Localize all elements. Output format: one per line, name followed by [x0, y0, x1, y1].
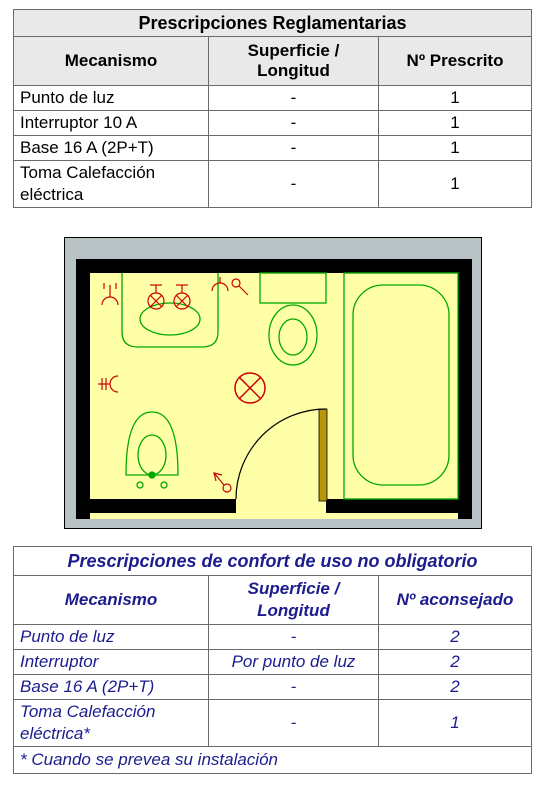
door-opening: [236, 499, 326, 513]
row-mecanismo: Punto de luz: [14, 625, 209, 650]
col-prescrito: Nº Prescrito: [379, 37, 532, 86]
row-numero: 2: [379, 650, 532, 675]
row-superficie: -: [209, 161, 379, 208]
row-mecanismo: Interruptor: [14, 650, 209, 675]
row-mecanismo: Base 16 A (2P+T): [14, 675, 209, 700]
bottom-wall-left: [76, 499, 236, 513]
row-numero: 1: [379, 86, 532, 111]
bottom-wall-right: [326, 499, 472, 513]
row-superficie: -: [209, 136, 379, 161]
right-wall: [458, 259, 472, 519]
table-row: [14, 625, 532, 650]
row-superficie: -: [209, 86, 379, 111]
row-numero: 2: [379, 625, 532, 650]
col-mecanismo: Mecanismo: [14, 576, 209, 625]
table-row: [14, 675, 532, 700]
row-mecanismo: Base 16 A (2P+T): [14, 136, 209, 161]
confort-title: Prescripciones de confort de uso no obligatorio: [14, 547, 532, 576]
row-mecanismo: Toma Calefacción eléctrica: [14, 161, 209, 208]
reglamentarias-title: Prescripciones Reglamentarias: [14, 10, 532, 37]
row-superficie: Por punto de luz: [209, 650, 379, 675]
col-mecanismo: Mecanismo: [14, 37, 209, 86]
table-row: [14, 111, 532, 136]
row-numero: 1: [379, 700, 532, 747]
row-superficie: -: [209, 625, 379, 650]
confort-table: [13, 546, 532, 774]
row-mecanismo: Punto de luz: [14, 86, 209, 111]
col-aconsejado: Nº aconsejado: [379, 576, 532, 625]
table-row: [14, 86, 532, 111]
table-row: [14, 650, 532, 675]
floor: [76, 259, 472, 519]
row-numero: 1: [379, 136, 532, 161]
bathroom-floor-plan: [64, 237, 482, 529]
col-superficie: Superficie / Longitud: [209, 37, 379, 86]
footnote: * Cuando se prevea su instalación: [14, 747, 532, 774]
row-superficie: -: [209, 675, 379, 700]
table-row: [14, 161, 532, 208]
row-mecanismo: Interruptor 10 A: [14, 111, 209, 136]
left-wall: [76, 259, 90, 519]
row-numero: 1: [379, 161, 532, 208]
row-numero: 1: [379, 111, 532, 136]
row-mecanismo: Toma Calefacción eléctrica*: [14, 700, 209, 747]
top-wall: [76, 259, 472, 273]
reglamentarias-table: [13, 9, 532, 208]
col-superficie: Superficie / Longitud: [209, 576, 379, 625]
row-superficie: -: [209, 700, 379, 747]
row-superficie: -: [209, 111, 379, 136]
table-row: [14, 700, 532, 747]
table-row: [14, 136, 532, 161]
row-numero: 2: [379, 675, 532, 700]
